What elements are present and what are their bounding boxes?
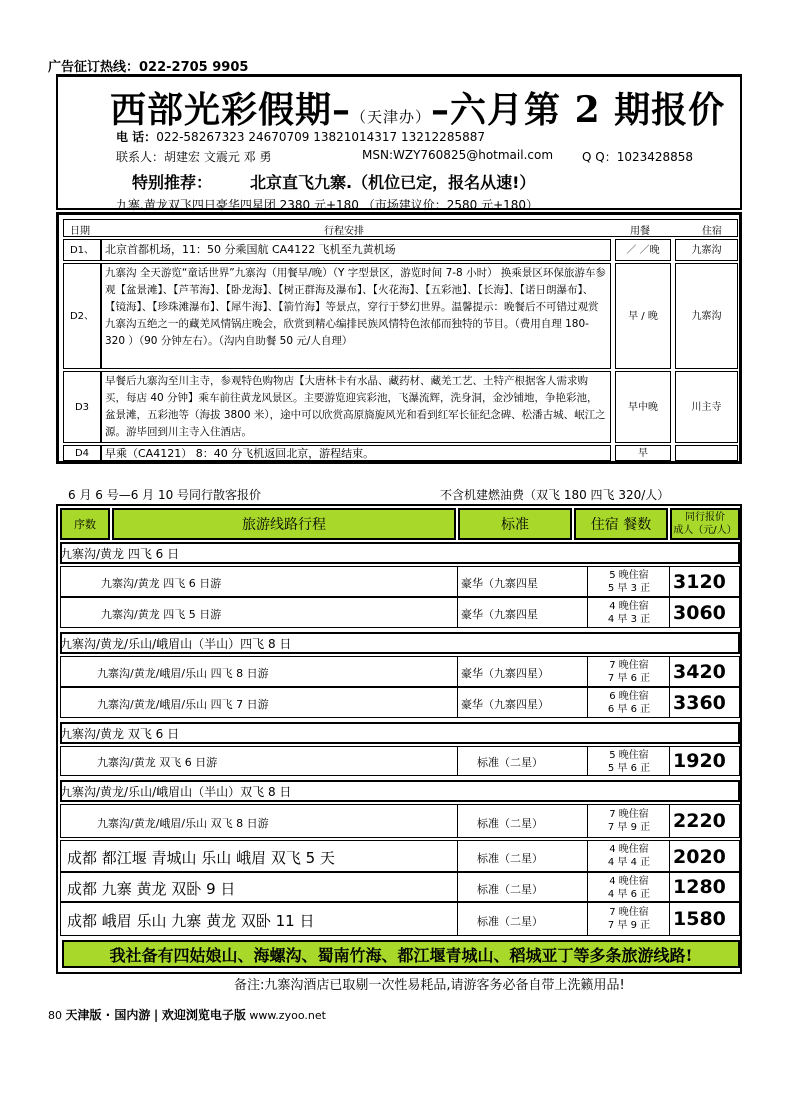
special-recommend [132,170,535,193]
route-price: 3420 [673,661,726,683]
msn-address: MSN:WZY760825@hotmail.com [362,148,554,162]
group-title: 九寨沟/黄龙 四飞 6 日 [60,547,180,561]
route-standard: 豪华（九寨四星） [461,698,549,711]
route-price: 1920 [673,750,726,772]
title-branch: （天津办） [351,108,432,126]
route-price: 2220 [673,810,726,832]
route-price: 2020 [673,846,726,868]
group-title: 九寨沟/黄龙/乐山/峨眉山（半山）双飞 8 日 [60,785,292,799]
day-meals: 早 [615,445,671,461]
price-row[interactable] [60,902,740,936]
group-title: 九寨沟/黄龙/乐山/峨眉山（半山）四飞 8 日 [60,637,292,651]
price-row[interactable] [60,566,740,597]
itinerary-table [56,212,742,464]
price-row[interactable] [60,687,740,718]
day-schedule: 早乘（CA4121） 8：40 分飞机返回北京，游程结束。 [101,445,611,461]
recommend-label: 特别推荐： [132,173,213,192]
route-price: 1280 [673,876,726,898]
route-stay: 7 晚住宿 7 早 6 正 [607,660,651,684]
route-standard: 豪华（九寨四星） [461,667,549,680]
route-name: 九寨沟/黄龙/峨眉/乐山 双飞 8 日游 [97,817,269,830]
day-schedule: 九寨沟 全天游览“童话世界”九寨沟（用餐早/晚）（Y 字型景区，游览时间 7-8 小时） 换乘景区环保旅游车参观【盆景滩】、【芦苇海】、【卧龙海】、【树正群海及瀑布】、【火花海】、【五彩池】、【长海】、【诺日朗瀑布】、【镜海】、【珍珠滩瀑布】、【犀牛海】、【箭竹海】等景点，穿行于梦幻世界。温馨提示：晚餐后不可错过观赏九寨沟五绝之一的藏羌风情锅庄晚会，欣赏到精心编排民族风情特色浓郁而独特的节目。（费用自理 180-320 ）（90 分钟左右）。（沟内自助餐 50 元/人自理） [101,263,611,369]
header-meals: 用餐 [630,226,650,237]
day-label: D1、 [63,239,101,261]
itinerary-header [63,219,738,237]
page-title [110,82,725,133]
route-standard: 豪华（九寨四星 [461,608,538,621]
phone-line [116,128,485,145]
featured-tour: 九寨.黄龙双飞四日豪华四星团 2380 元+180 （市场建议价：2580 元+180） [116,198,539,212]
title-main: 西部光彩假期– [110,89,352,131]
price-row[interactable] [60,656,740,687]
route-standard: 标准（二星） [477,883,543,896]
day-label: D2、 [63,263,101,369]
route-name: 成都 峨眉 乐山 九寨 黄龙 双卧 11 日 [67,912,315,930]
qq-number: Q Q：1023428858 [582,150,694,164]
ad-hotline: 广告征订热线：022-2705 9905 [48,60,249,75]
route-stay: 7 晚住宿 7 早 9 正 [607,907,651,931]
price-row[interactable] [60,597,740,628]
edition-label: 天津版 · 国内游 [65,1008,151,1022]
route-stay: 5 晚住宿 5 早 6 正 [607,750,651,774]
remark-note: 备注:九寨沟酒店已取剔一次性易耗品,请游客务必备自带上洗籁用品! [234,978,625,993]
route-price: 1580 [673,908,726,930]
header-date: 日期 [70,226,90,237]
day-schedule: 北京首都机场，11：50 分乘国航 CA4122 飞机至九黄机场 [101,239,611,261]
title-tail: –六月第 2 期报价 [431,89,726,131]
header-seq: 序数 [60,508,110,540]
header-price-top: 同行报价 [685,512,725,523]
contact-label: 联系人： [116,150,165,164]
fuel-surcharge-note: 不含机建燃油费（双飞 180 四飞 320/人） [440,488,670,502]
route-name: 成都 九寨 黄龙 双卧 9 日 [67,880,236,898]
footer-url[interactable]: www.zyoo.net [249,1009,326,1022]
route-standard: 标准（二星） [477,852,543,865]
group-title: 九寨沟/黄龙 双飞 6 日 [60,727,180,741]
price-date-range: 6 月 6 号—6 月 10 号同行散客报价 [68,488,262,502]
route-name: 九寨沟/黄龙/峨眉/乐山 四飞 7 日游 [97,698,269,711]
day-label: D3 [63,371,101,443]
route-stay: 6 晚住宿 6 早 6 正 [607,691,651,715]
contact-line [116,148,271,165]
day-hotel: 九寨沟 [675,239,738,261]
day-hotel: 川主寺 [675,371,738,443]
price-row[interactable] [60,872,740,902]
price-row[interactable] [60,840,740,872]
header-standard: 标准 [458,508,572,540]
day-schedule: 早餐后九寨沟至川主寺，参观特色购物店【大唐林卡有水晶、藏药材、藏羌工艺、土特产根据客人需求购买，每店 40 分钟】乘车前往黄龙风景区。主要游览迎宾彩池，飞瀑流辉，洗身洞，金沙铺地，争艳彩池，盆景滩，五彩池等（海拔 3800 米），途中可以欣赏高原旖旎风光和看到红军长征纪念碑、松潘古城、岷江之源。游毕回到川主寺入住酒店。 [101,371,611,443]
header-hotel: 住宿 [702,226,722,237]
header-route: 旅游线路行程 [112,508,456,540]
footer-divider: | [153,1008,159,1022]
route-standard: 豪华（九寨四星 [461,577,538,590]
phone-numbers: 022-58267323 24670709 13821014317 13212285887 [156,130,485,144]
recommend-text: 北京直飞九寨.（机位已定，报名从速!） [250,173,536,192]
header-schedule: 行程安排 [324,226,364,237]
more-routes-banner: 我社备有四姑娘山、海螺沟、蜀南竹海、都江堰青城山、稻城亚丁等多条旅游线路! [62,940,740,968]
phone-label: 电 话： [116,130,157,144]
header-stay: 住宿 餐数 [574,508,668,540]
route-stay: 7 晚住宿 7 早 9 正 [607,809,651,833]
route-stay: 4 晚住宿 4 早 6 正 [607,876,651,900]
route-standard: 标准（二星） [477,756,543,769]
route-name: 九寨沟/黄龙 四飞 5 日游 [101,608,222,621]
day-hotel [675,445,738,461]
day-meals: ／ ／晚 [615,239,671,261]
route-name: 成都 都江堰 青城山 乐山 峨眉 双飞 5 天 [67,849,335,867]
header-price-bottom: 成人（元/人） [673,525,737,536]
price-row[interactable] [60,804,740,838]
day-label: D4 [63,445,101,461]
page-number: 80 [48,1009,62,1022]
price-row[interactable] [60,746,740,776]
route-standard: 标准（二星） [477,915,543,928]
route-price: 3360 [673,692,726,714]
route-name: 九寨沟/黄龙 四飞 6 日游 [101,577,222,590]
route-name: 九寨沟/黄龙 双飞 6 日游 [97,756,218,769]
route-stay: 4 晚住宿 4 早 4 正 [607,844,651,868]
day-hotel: 九寨沟 [675,263,738,369]
page-footer [48,1006,326,1023]
contact-names: 胡建宏 文震元 邓 勇 [164,150,272,164]
day-meals: 早中晚 [615,371,671,443]
day-meals: 早 / 晚 [615,263,671,369]
route-price: 3120 [673,571,726,593]
header-price [670,508,740,540]
footer-slogan: 欢迎浏览电子版 [161,1008,246,1022]
route-price: 3060 [673,602,726,624]
route-name: 九寨沟/黄龙/峨眉/乐山 四飞 8 日游 [97,667,269,680]
route-stay: 5 晚住宿 5 早 3 正 [607,570,651,594]
route-standard: 标准（二星） [477,817,543,830]
route-stay: 4 晚住宿 4 早 3 正 [607,601,651,625]
